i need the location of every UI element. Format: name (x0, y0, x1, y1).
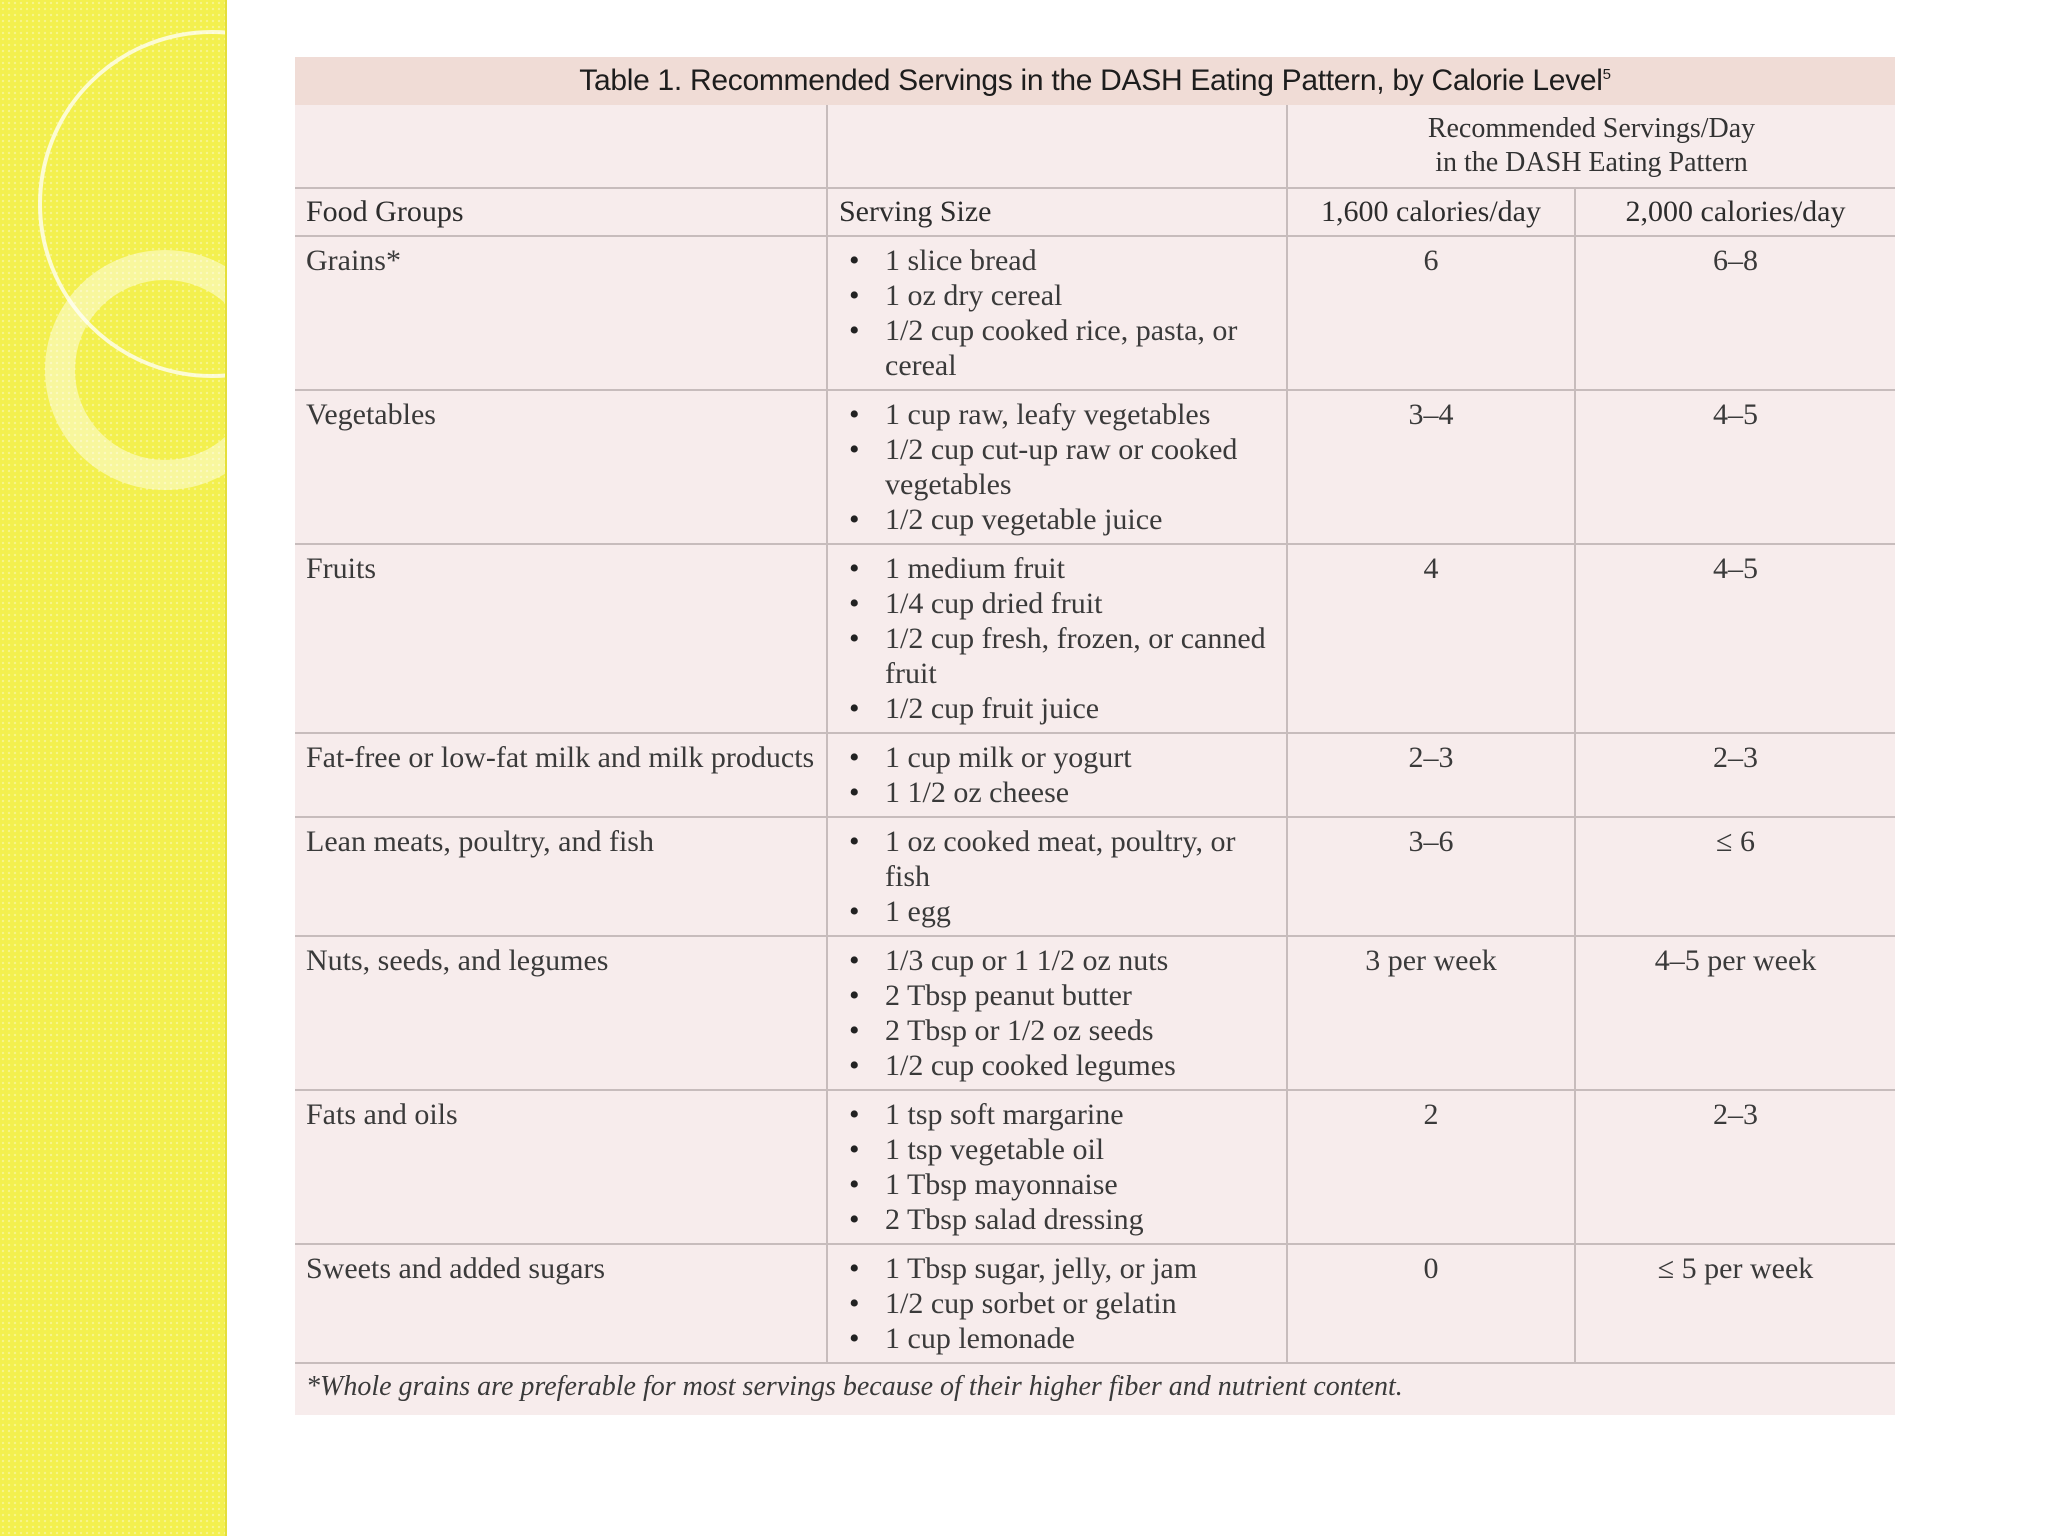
serving-size-item: • 2 Tbsp peanut butter (839, 978, 1276, 1013)
footnote-row (295, 1363, 1895, 1410)
serving-size-list (839, 824, 1276, 929)
food-group-cell: Grains* (295, 236, 827, 390)
food-group-cell: Fats and oils (295, 1090, 827, 1244)
servings-group-header (1287, 105, 1895, 188)
table-row (295, 390, 1895, 544)
column-header-serving-size: Serving Size (827, 188, 1287, 236)
serving-size-item: • 1/2 cup cut-up raw or cooked vegetables (839, 432, 1276, 502)
serving-size-item: • 1/3 cup or 1 1/2 oz nuts (839, 943, 1276, 978)
serving-size-cell (827, 544, 1287, 733)
serving-size-cell (827, 390, 1287, 544)
servings-1600-cell: 3–6 (1287, 817, 1575, 936)
serving-size-cell (827, 936, 1287, 1090)
serving-size-list (839, 1251, 1276, 1356)
food-group-cell: Nuts, seeds, and legumes (295, 936, 827, 1090)
empty-header-cell (295, 105, 827, 188)
servings-2000-cell: ≤ 6 (1575, 817, 1895, 936)
food-group-cell: Lean meats, poultry, and fish (295, 817, 827, 936)
table-row (295, 236, 1895, 390)
servings-table (295, 105, 1895, 1410)
decorative-ring-small (45, 250, 227, 490)
column-header-row (295, 188, 1895, 236)
table-row (295, 733, 1895, 817)
column-header-food-groups: Food Groups (295, 188, 827, 236)
column-header-1600-calories: 1,600 calories/day (1287, 188, 1575, 236)
serving-size-item: • 1 Tbsp mayonnaise (839, 1167, 1276, 1202)
serving-size-item: • 1/2 cup vegetable juice (839, 502, 1276, 537)
servings-2000-cell: 4–5 (1575, 390, 1895, 544)
table-row (295, 817, 1895, 936)
serving-size-item: • 1 oz dry cereal (839, 278, 1276, 313)
serving-size-cell (827, 1090, 1287, 1244)
servings-1600-cell: 4 (1287, 544, 1575, 733)
table-row (295, 544, 1895, 733)
serving-size-item: • 2 Tbsp or 1/2 oz seeds (839, 1013, 1276, 1048)
serving-size-list (839, 1097, 1276, 1237)
serving-size-list (839, 943, 1276, 1083)
servings-1600-cell: 3 per week (1287, 936, 1575, 1090)
food-group-cell: Sweets and added sugars (295, 1244, 827, 1363)
serving-size-list (839, 551, 1276, 726)
group-header-line2: in the DASH Eating Pattern (1435, 147, 1748, 178)
serving-size-item: • 1/2 cup cooked legumes (839, 1048, 1276, 1083)
servings-2000-cell: ≤ 5 per week (1575, 1244, 1895, 1363)
dash-servings-table-panel (295, 57, 1895, 1415)
serving-size-list (839, 243, 1276, 383)
servings-1600-cell: 2–3 (1287, 733, 1575, 817)
food-group-cell: Fat-free or low-fat milk and milk products (295, 733, 827, 817)
serving-size-item: • 1 1/2 oz cheese (839, 775, 1276, 810)
column-header-2000-calories: 2,000 calories/day (1575, 188, 1895, 236)
serving-size-item: • 1 cup lemonade (839, 1321, 1276, 1356)
serving-size-item: • 1 tsp vegetable oil (839, 1132, 1276, 1167)
serving-size-list (839, 397, 1276, 537)
serving-size-item: • 2 Tbsp salad dressing (839, 1202, 1276, 1237)
food-group-cell: Vegetables (295, 390, 827, 544)
serving-size-item: • 1 cup milk or yogurt (839, 740, 1276, 775)
serving-size-list (839, 740, 1276, 810)
serving-size-item: • 1/2 cup fruit juice (839, 691, 1276, 726)
servings-2000-cell: 2–3 (1575, 733, 1895, 817)
serving-size-item: • 1 oz cooked meat, poultry, or fish (839, 824, 1276, 894)
food-group-cell: Fruits (295, 544, 827, 733)
table-footnote: *Whole grains are preferable for most servings because of their higher fiber and nutrient content. (306, 1371, 1403, 1402)
group-header-row (295, 105, 1895, 188)
serving-size-item: • 1 egg (839, 894, 1276, 929)
decorative-side-strip (0, 0, 227, 1536)
servings-1600-cell: 2 (1287, 1090, 1575, 1244)
servings-2000-cell: 4–5 per week (1575, 936, 1895, 1090)
servings-1600-cell: 6 (1287, 236, 1575, 390)
table-title: Table 1. Recommended Servings in the DASH Eating Pattern, by Calorie Level$^5$ (295, 57, 1895, 105)
serving-size-cell (827, 1244, 1287, 1363)
decorative-ring-large (38, 30, 227, 378)
servings-2000-cell: 6–8 (1575, 236, 1895, 390)
servings-1600-cell: 3–4 (1287, 390, 1575, 544)
empty-header-cell (827, 105, 1287, 188)
table-row (295, 1090, 1895, 1244)
table-row (295, 1244, 1895, 1363)
serving-size-item: • 1 Tbsp sugar, jelly, or jam (839, 1251, 1276, 1286)
serving-size-cell (827, 817, 1287, 936)
serving-size-item: • 1/2 cup cooked rice, pasta, or cereal (839, 313, 1276, 383)
servings-2000-cell: 4–5 (1575, 544, 1895, 733)
serving-size-cell (827, 733, 1287, 817)
table-body (295, 236, 1895, 1363)
servings-1600-cell: 0 (1287, 1244, 1575, 1363)
group-header-line1: Recommended Servings/Day (1427, 113, 1756, 144)
title-superscript: 5 (1602, 66, 1611, 83)
serving-size-item: • 1 slice bread (839, 243, 1276, 278)
table-row (295, 936, 1895, 1090)
serving-size-item: • 1/2 cup fresh, frozen, or canned fruit (839, 621, 1276, 691)
servings-2000-cell: 2–3 (1575, 1090, 1895, 1244)
serving-size-item: • 1/4 cup dried fruit (839, 586, 1276, 621)
serving-size-item: • 1 medium fruit (839, 551, 1276, 586)
serving-size-cell (827, 236, 1287, 390)
serving-size-item: • 1 tsp soft margarine (839, 1097, 1276, 1132)
serving-size-item: • 1/2 cup sorbet or gelatin (839, 1286, 1276, 1321)
serving-size-item: • 1 cup raw, leafy vegetables (839, 397, 1276, 432)
